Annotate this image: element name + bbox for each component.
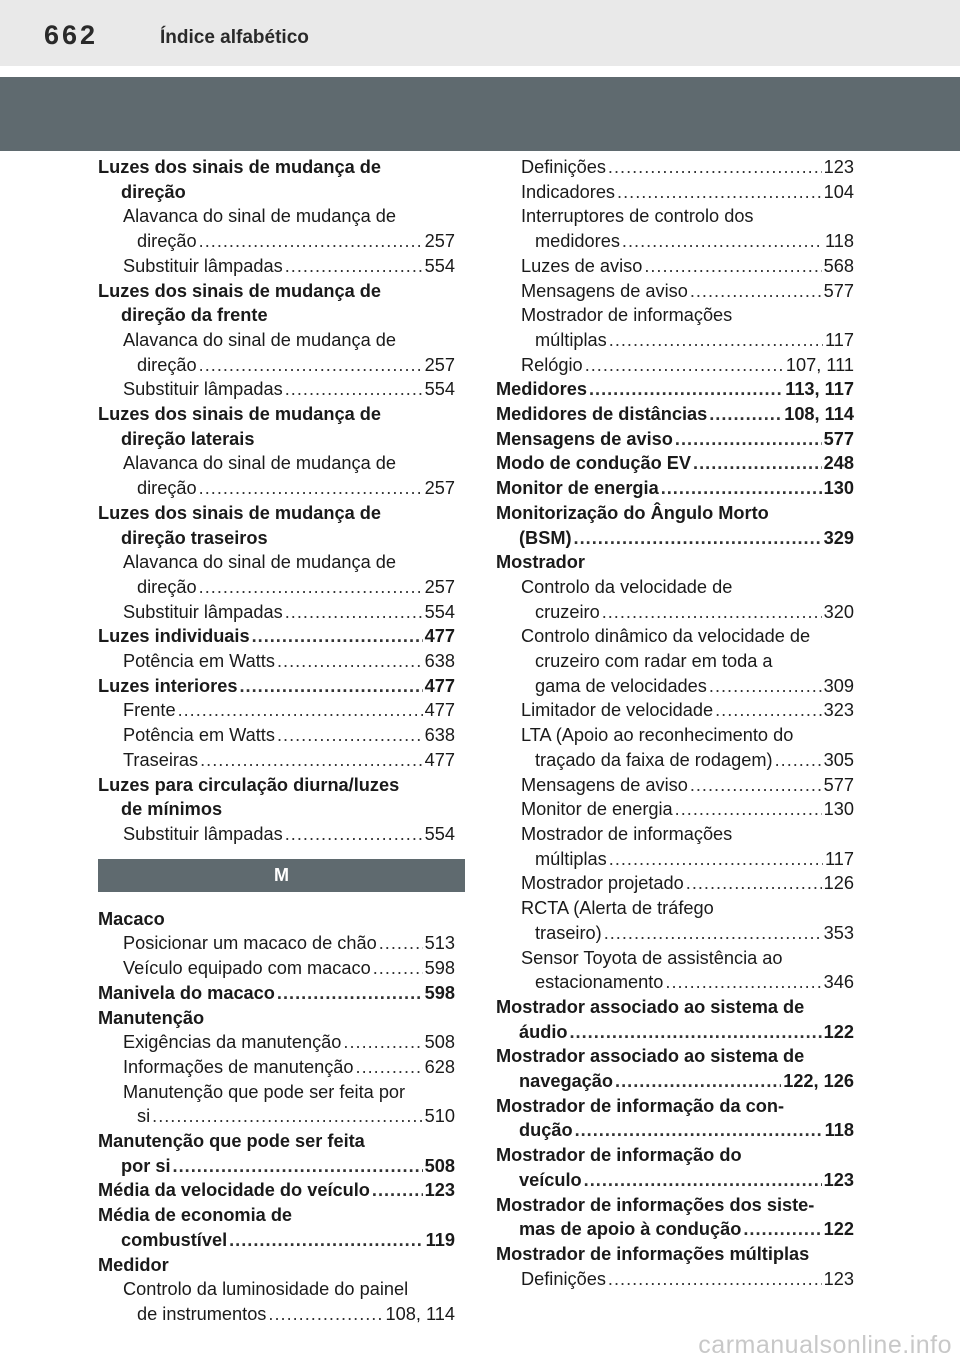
- leader-dots: [574, 526, 822, 551]
- leader-dots: [575, 1118, 823, 1143]
- index-entry: [496, 451, 854, 476]
- entry-text: Luzes dos sinais de mudança de: [98, 157, 381, 177]
- leader-dots: [608, 1267, 822, 1292]
- index-subentry: [98, 1030, 455, 1055]
- page-reference: 118: [824, 1120, 854, 1141]
- section-header: M: [98, 859, 465, 892]
- entry-text: Substituir lâmpadas: [123, 379, 283, 400]
- entry-text: Interruptores de controlo dos: [521, 206, 754, 227]
- entry-text: Mostrador: [496, 552, 585, 573]
- page-reference: 353: [823, 922, 854, 943]
- entry-text: si: [137, 1106, 151, 1127]
- index-entry: [496, 550, 854, 575]
- page-reference: 117: [825, 329, 854, 350]
- page-reference: 130: [823, 478, 854, 499]
- leader-dots: [379, 931, 423, 956]
- page-reference: 628: [424, 1056, 455, 1077]
- entry-text: cruzeiro: [535, 601, 600, 622]
- leader-dots: [675, 427, 822, 452]
- entry-text: Mostrador de informações: [521, 305, 733, 326]
- leader-dots: [665, 970, 821, 995]
- entry-text: Alavanca do sinal de mudança de: [123, 329, 396, 350]
- entry-text: Manutenção que pode ser feita: [98, 1131, 365, 1152]
- index-subentry: [496, 279, 854, 304]
- entry-text: Mensagens de aviso: [521, 774, 688, 795]
- entry-text: direção da frente: [121, 305, 268, 326]
- index-subentry: [98, 1277, 455, 1326]
- index-subentry: [496, 204, 854, 253]
- entry-text: Mostrador de informações: [521, 823, 733, 844]
- leader-dots: [277, 981, 423, 1006]
- index-entry: [98, 1178, 455, 1203]
- index-entry: [98, 981, 455, 1006]
- leader-dots: [285, 822, 423, 847]
- entry-text: Definições: [521, 157, 606, 177]
- leader-dots: [343, 1030, 422, 1055]
- leader-dots: [252, 624, 423, 649]
- entry-text: direção: [137, 354, 197, 375]
- entry-text: Monitorização do Ângulo Morto: [496, 502, 769, 523]
- entry-text: Potência em Watts: [123, 651, 275, 672]
- leader-dots: [709, 674, 822, 699]
- leader-dots: [173, 1154, 423, 1179]
- entry-text: Manivela do macaco: [98, 982, 275, 1003]
- entry-text: Manutenção que pode ser feita por: [123, 1081, 406, 1102]
- page-reference: 346: [823, 972, 854, 993]
- entry-text: Mostrador associado ao sistema de: [496, 1046, 805, 1067]
- entry-text: medidores: [535, 231, 620, 252]
- entry-text: Luzes de aviso: [521, 255, 643, 276]
- page-reference: 123: [823, 1169, 854, 1190]
- page-reference: 123: [823, 1268, 854, 1289]
- entry-text: Controlo da luminosidade do painel: [123, 1279, 409, 1300]
- page-reference: 477: [424, 626, 455, 647]
- index-entry: [496, 995, 854, 1044]
- page-reference: 305: [823, 749, 854, 770]
- index-subentry: [98, 254, 455, 279]
- index-entry: [98, 1129, 455, 1178]
- index-subentry: [98, 723, 455, 748]
- leader-dots: [690, 773, 822, 798]
- leader-dots: [178, 698, 423, 723]
- leader-dots: [715, 698, 822, 723]
- entry-text: Alavanca do sinal de mudança de: [123, 453, 396, 474]
- entry-text: Monitor de energia: [521, 799, 673, 820]
- index-entry: [98, 907, 455, 932]
- page-reference: 107, 111: [785, 354, 854, 375]
- index-subentry: [98, 377, 455, 402]
- leader-dots: [200, 748, 423, 773]
- leader-dots: [277, 723, 423, 748]
- page-reference: 108, 114: [385, 1303, 455, 1324]
- page-reference: 554: [424, 601, 455, 622]
- page-reference: 122: [823, 1219, 854, 1240]
- page-reference: 104: [823, 181, 854, 202]
- page-reference: 117: [825, 848, 854, 869]
- index-subentry: [496, 624, 854, 698]
- entry-text: traçado da faixa de rodagem): [535, 749, 773, 770]
- entry-text: Mostrador de informação da con-: [496, 1095, 785, 1116]
- leader-dots: [609, 847, 823, 872]
- page-reference: 123: [424, 1180, 455, 1201]
- entry-text: Luzes individuais: [98, 626, 250, 647]
- index-entry: [496, 402, 854, 427]
- header-band: [0, 77, 960, 151]
- leader-dots: [675, 797, 822, 822]
- page-title: Índice alfabético: [160, 27, 309, 48]
- page-reference: 323: [823, 700, 854, 721]
- entry-text: de mínimos: [121, 799, 223, 820]
- entry-text: de instrumentos: [137, 1303, 267, 1324]
- leader-dots: [686, 871, 822, 896]
- entry-text: Medidores de distâncias: [496, 404, 708, 425]
- entry-text: Média da velocidade do veículo: [98, 1180, 370, 1201]
- leader-dots: [277, 649, 423, 674]
- entry-text: Luzes dos sinais de mudança de: [98, 404, 381, 425]
- index-subentry: [496, 1267, 854, 1292]
- entry-text: Alavanca do sinal de mudança de: [123, 206, 396, 227]
- entry-text: RCTA (Alerta de tráfego: [521, 898, 714, 919]
- page-reference: 122, 126: [783, 1071, 854, 1092]
- entry-text: Substituir lâmpadas: [123, 823, 283, 844]
- entry-text: Exigências da manutenção: [123, 1032, 342, 1053]
- page-reference: 123: [823, 157, 854, 177]
- entry-text: traseiro): [535, 922, 602, 943]
- page-reference: 130: [823, 799, 854, 820]
- index-entry: [496, 1094, 854, 1143]
- index-subentry: [496, 254, 854, 279]
- leader-dots: [373, 956, 423, 981]
- page-reference: 320: [823, 601, 854, 622]
- entry-text: áudio: [519, 1021, 568, 1042]
- leader-dots: [268, 1302, 383, 1327]
- index-entry: [98, 674, 455, 699]
- index-entry: [496, 501, 854, 550]
- entry-text: Frente: [123, 700, 176, 721]
- entry-text: estacionamento: [535, 972, 664, 993]
- index-entry: [98, 402, 455, 451]
- entry-text: direção: [137, 576, 197, 597]
- entry-text: Limitador de velocidade: [521, 700, 714, 721]
- index-subentry: [98, 748, 455, 773]
- entry-text: veículo: [519, 1169, 582, 1190]
- entry-text: direção: [137, 478, 197, 499]
- entry-text: Média de economia de: [98, 1205, 293, 1226]
- index-subentry: [496, 946, 854, 995]
- entry-text: por si: [121, 1155, 171, 1176]
- entry-text: Mostrador associado ao sistema de: [496, 996, 805, 1017]
- index-subentry: [98, 204, 455, 253]
- entry-text: Posicionar um macaco de chão: [123, 933, 377, 954]
- index-subentry: [98, 822, 455, 847]
- leader-dots: [661, 476, 822, 501]
- index-column-left: [98, 155, 455, 1327]
- leader-dots: [604, 921, 822, 946]
- page-reference: 554: [424, 379, 455, 400]
- entry-text: Informações de manutenção: [123, 1056, 354, 1077]
- entry-text: Mostrador de informações múltiplas: [496, 1243, 810, 1264]
- index-entry: [98, 501, 455, 550]
- leader-dots: [615, 1069, 781, 1094]
- leader-dots: [644, 254, 821, 279]
- page-reference: 477: [424, 675, 455, 696]
- page-reference: 598: [424, 958, 455, 979]
- leader-dots: [617, 180, 822, 205]
- index-entry: [496, 1143, 854, 1192]
- entry-text: Modo de condução EV: [496, 453, 692, 474]
- index-subentry: [496, 155, 854, 180]
- leader-dots: [285, 254, 423, 279]
- entry-text: Veículo equipado com macaco: [123, 958, 371, 979]
- entry-text: cruzeiro com radar em toda a: [535, 651, 773, 672]
- page-number: 662: [44, 20, 99, 50]
- entry-text: Substituir lâmpadas: [123, 601, 283, 622]
- leader-dots: [199, 575, 423, 600]
- page-reference: 568: [823, 255, 854, 276]
- leader-dots: [199, 229, 423, 254]
- page-header-bar: [0, 0, 960, 66]
- leader-dots: [285, 600, 423, 625]
- leader-dots: [372, 1178, 423, 1203]
- leader-dots: [589, 377, 783, 402]
- page-reference: 577: [823, 428, 854, 449]
- index-entry: [496, 1242, 854, 1267]
- leader-dots: [743, 1217, 821, 1242]
- index-subentry: [496, 896, 854, 945]
- entry-text: LTA (Apoio ao reconhecimento do: [521, 725, 794, 746]
- leader-dots: [199, 476, 423, 501]
- page-reference: 477: [424, 749, 455, 770]
- index-entry: [496, 377, 854, 402]
- entry-text: Macaco: [98, 908, 165, 929]
- leader-dots: [609, 328, 823, 353]
- index-entry: [98, 1203, 455, 1252]
- entry-text: gama de velocidades: [535, 675, 707, 696]
- index-entry: [98, 624, 455, 649]
- index-subentry: [496, 575, 854, 624]
- index-subentry: [496, 698, 854, 723]
- leader-dots: [585, 353, 784, 378]
- leader-dots: [199, 353, 423, 378]
- index-entry: [496, 1193, 854, 1242]
- leader-dots: [239, 674, 422, 699]
- entry-text: Manutenção: [98, 1007, 205, 1028]
- page-reference: 248: [823, 453, 854, 474]
- index-entry: [98, 155, 455, 204]
- page-reference: 577: [823, 280, 854, 301]
- page-reference: 119: [425, 1229, 455, 1250]
- entry-text: navegação: [519, 1071, 614, 1092]
- entry-text: Relógio: [521, 354, 583, 375]
- page-reference: 257: [424, 231, 455, 252]
- entry-text: Mostrador de informação do: [496, 1145, 742, 1166]
- entry-text: Substituir lâmpadas: [123, 255, 283, 276]
- index-entry: [98, 1006, 455, 1031]
- entry-text: múltiplas: [535, 848, 607, 869]
- page-reference: 122: [823, 1021, 854, 1042]
- index-subentry: [496, 871, 854, 896]
- index-column-right: [496, 155, 854, 1291]
- page-reference: 638: [424, 725, 455, 746]
- entry-text: (BSM): [519, 527, 572, 548]
- entry-text: Potência em Watts: [123, 725, 275, 746]
- leader-dots: [584, 1168, 822, 1193]
- index-subentry: [496, 797, 854, 822]
- index-subentry: [98, 1080, 455, 1129]
- entry-text: combustível: [121, 1229, 228, 1250]
- index-entry: [496, 476, 854, 501]
- page-reference: 118: [825, 231, 854, 252]
- entry-text: Monitor de energia: [496, 478, 659, 499]
- page-reference: 108, 114: [784, 404, 854, 425]
- entry-text: Mostrador projetado: [521, 873, 684, 894]
- entry-text: Luzes para circulação diurna/luzes: [98, 774, 400, 795]
- leader-dots: [690, 279, 822, 304]
- entry-text: Medidor: [98, 1254, 169, 1275]
- entry-text: Luzes interiores: [98, 675, 238, 696]
- leader-dots: [622, 229, 823, 254]
- leader-dots: [152, 1104, 423, 1129]
- page-reference: 598: [424, 982, 455, 1003]
- index-entry: [98, 1253, 455, 1278]
- index-subentry: [496, 353, 854, 378]
- leader-dots: [229, 1228, 424, 1253]
- index-subentry: [496, 822, 854, 871]
- entry-text: direção: [121, 181, 186, 202]
- entry-text: direção: [137, 231, 197, 252]
- index-subentry: [98, 698, 455, 723]
- leader-dots: [602, 600, 822, 625]
- page-reference: 577: [823, 774, 854, 795]
- page-reference: 508: [424, 1032, 455, 1053]
- leader-dots: [570, 1020, 822, 1045]
- watermark: carmanualsonline.info: [698, 1331, 952, 1359]
- entry-text: Traseiras: [123, 749, 199, 770]
- page-reference: 329: [823, 527, 854, 548]
- page-reference: 257: [424, 576, 455, 597]
- entry-text: Indicadores: [521, 181, 616, 202]
- entry-text: Definições: [521, 1268, 606, 1289]
- leader-dots: [693, 451, 822, 476]
- entry-text: direção traseiros: [121, 527, 268, 548]
- leader-dots: [356, 1055, 423, 1080]
- index-subentry: [98, 550, 455, 599]
- index-subentry: [98, 1055, 455, 1080]
- entry-text: Mensagens de aviso: [496, 428, 673, 449]
- leader-dots: [285, 377, 423, 402]
- index-subentry: [496, 180, 854, 205]
- index-entry: [496, 1044, 854, 1093]
- entry-text: dução: [519, 1120, 573, 1141]
- index-subentry: [496, 773, 854, 798]
- page-reference: 309: [823, 675, 854, 696]
- page-reference: 257: [424, 478, 455, 499]
- index-subentry: [98, 328, 455, 377]
- leader-dots: [709, 402, 782, 427]
- entry-text: Mostrador de informações dos siste-: [496, 1194, 815, 1215]
- leader-dots: [608, 155, 822, 180]
- index-subentry: [98, 600, 455, 625]
- index-entry: [98, 773, 455, 822]
- page-reference: 554: [424, 255, 455, 276]
- page-reference: 554: [424, 823, 455, 844]
- entry-text: Medidores: [496, 379, 587, 400]
- page-reference: 638: [424, 651, 455, 672]
- page-reference: 113, 117: [785, 379, 854, 400]
- index-subentry: [98, 956, 455, 981]
- entry-text: múltiplas: [535, 329, 607, 350]
- entry-text: Controlo dinâmico da velocidade de: [521, 626, 811, 647]
- page-reference: 477: [424, 700, 455, 721]
- page-reference: 126: [823, 873, 854, 894]
- entry-text: mas de apoio à condução: [519, 1219, 742, 1240]
- index-subentry: [496, 723, 854, 772]
- entry-text: Luzes dos sinais de mudança de: [98, 280, 381, 301]
- index-entry: [496, 427, 854, 452]
- entry-text: Controlo da velocidade de: [521, 576, 733, 597]
- page-reference: 257: [424, 354, 455, 375]
- leader-dots: [775, 748, 822, 773]
- entry-text: Mensagens de aviso: [521, 280, 688, 301]
- entry-text: Alavanca do sinal de mudança de: [123, 552, 396, 573]
- page-reference: 510: [424, 1106, 455, 1127]
- index-subentry: [98, 451, 455, 500]
- entry-text: direção laterais: [121, 428, 255, 449]
- page-reference: 508: [424, 1155, 455, 1176]
- index-subentry: [496, 303, 854, 352]
- entry-text: Sensor Toyota de assistência ao: [521, 947, 783, 968]
- index-subentry: [98, 649, 455, 674]
- index-entry: [98, 279, 455, 328]
- page-reference: 513: [424, 933, 455, 954]
- entry-text: Luzes dos sinais de mudança de: [98, 502, 381, 523]
- index-subentry: [98, 931, 455, 956]
